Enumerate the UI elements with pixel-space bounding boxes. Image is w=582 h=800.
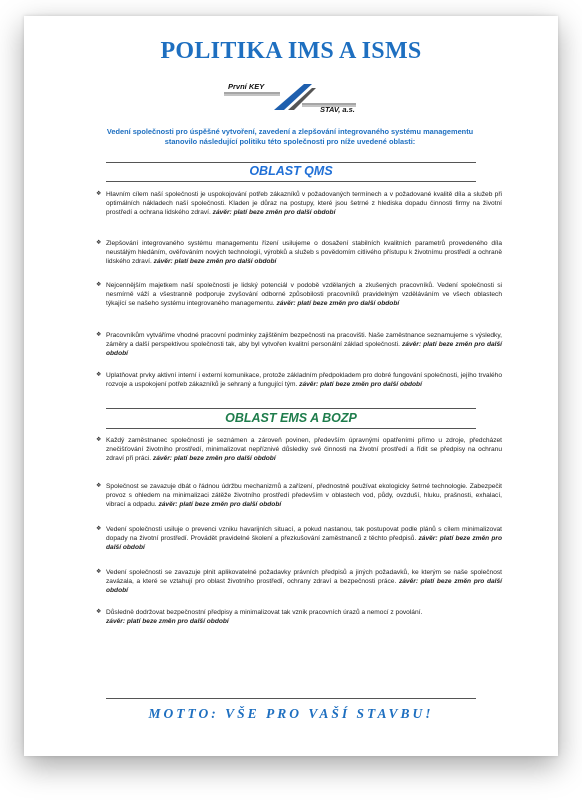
bullet-conclusion: závěr: platí beze změn pro další období <box>106 618 229 625</box>
bullet-text: Pracovníkům vytváříme vhodné pracovní podmínky zajištěním bezpečnosti na pracovišti. Naše zaměstnance seznamujeme s výsledky, záměry a další perspektivou společnosti tak, aby byl vytvořen kvalitní personální základ společnosti. <box>106 332 502 348</box>
list-item <box>96 482 502 509</box>
intro-paragraph: Vedení společnosti pro úspěšné vytvoření, zavedení a zlepšování integrovaného systému managementu stanovilo následující politiku této společnosti pro níže uvedené oblasti: <box>106 127 474 146</box>
diamond-bullet-icon: ❖ <box>96 483 102 489</box>
list-item <box>96 568 502 595</box>
list-item <box>96 331 502 358</box>
divider <box>106 181 476 182</box>
bullet-text: Zlepšování integrovaného systému managementu řízení usilujeme o dosažení stabilních kvalitních parametrů provedeného díla neustálým hledáním, ověřováním nových technologií, výrobků a služeb s povědomím citlivého přístupu k životnímu prostředí a ochraně lidského zdraví. <box>106 240 502 265</box>
diamond-bullet-icon: ❖ <box>96 437 102 443</box>
bullet-text: Důsledně dodržovat bezpečnostní předpisy a minimalizovat tak vznik pracovních úrazů a nemocí z povolání. <box>106 609 423 616</box>
list-item <box>96 281 502 308</box>
section-title-qms: OBLAST QMS <box>249 164 333 178</box>
diamond-bullet-icon: ❖ <box>96 569 102 575</box>
motto: MOTTO: VŠE PRO VAŠÍ STAVBU! <box>148 706 434 721</box>
list-item <box>96 239 502 266</box>
diamond-bullet-icon: ❖ <box>96 372 102 378</box>
list-item <box>96 190 502 217</box>
diamond-bullet-icon: ❖ <box>96 240 102 246</box>
list-item <box>96 436 502 463</box>
diamond-bullet-icon: ❖ <box>96 282 102 288</box>
list-item <box>96 608 502 626</box>
bullet-text: Hlavním cílem naší společnosti je uspokojování potřeb zákazníků v požadovaných termínech a v požadované kvalitě díla a služeb při optimálních nákladech naší společnosti. Kladen je důraz na postupy, které jsou šetrné z hlediska dopadu činnosti firmy na životní prostředí a ochrana lidského zdraví. <box>106 191 502 216</box>
bullet-conclusion: závěr: platí beze změn pro další období <box>106 535 502 551</box>
diamond-bullet-icon: ❖ <box>96 332 102 338</box>
divider <box>106 428 476 429</box>
bullet-conclusion: závěr: platí beze změn pro další období <box>276 300 400 307</box>
list-item <box>96 525 502 552</box>
policy-document <box>24 16 558 756</box>
bullet-conclusion: závěr: platí beze změn pro další období <box>153 258 277 265</box>
logo-text-top: První KEY <box>228 82 265 91</box>
company-logo <box>220 80 360 120</box>
diamond-bullet-icon: ❖ <box>96 609 102 615</box>
bullet-text: Každý zaměstnanec společnosti je seznámen a zároveň povinen, především úpravnými opatřeními přímo u zdroje, předcházet znečišťování životního prostředí, minimalizovat nepříznivé důsledky své činnosti na životní prostředí a řídit se předpisy na ochranu zdraví při práci. <box>106 437 502 462</box>
bullet-text: Vedení společnosti se zavazuje plnit aplikovatelné požadavky právních předpisů a jiných požadavků, ke kterým se naše společnost zavázala, a které se vztahují pro oblast životního prostředí, ochrany zdraví a bezpečnosti práce. <box>106 569 502 585</box>
logo-text-bottom: STAV, a.s. <box>320 105 355 114</box>
bullet-conclusion: závěr: platí beze změn pro další období <box>106 578 502 594</box>
divider <box>106 698 476 699</box>
bullet-conclusion: závěr: platí beze změn pro další období <box>158 501 282 508</box>
document-title: POLITIKA IMS A ISMS <box>160 38 422 64</box>
bullet-conclusion: závěr: platí beze změn pro další období <box>212 209 336 216</box>
bullet-conclusion: závěr: platí beze změn pro další období <box>152 455 276 462</box>
bullet-text: Vedení společnosti usiluje o prevenci vzniku havarijních situací, a pokud nastanou, tak postupovat podle plánů s cílem minimalizovat dopady na životní prostředí. Provádět pravidelné školení a přezkušování zaměstnanců z těchto předpisů. <box>106 526 502 542</box>
divider <box>106 408 476 409</box>
bullet-conclusion: závěr: platí beze změn pro další období <box>106 341 502 357</box>
section-title-ems-bozp: OBLAST EMS A BOZP <box>225 411 357 425</box>
list-item <box>96 371 502 389</box>
diamond-bullet-icon: ❖ <box>96 526 102 532</box>
bullet-text: Společnost se zavazuje dbát o řádnou údržbu mechanizmů a zařízení, přednostně používat ekologicky šetrné technologie. Zabezpečit provoz s ohledem na minimalizaci zátěže životního prostředí především v oblastech vod, půdy, ovzduší, hluku, prašnosti, exhalací, vibrací a odpadu. <box>106 483 502 508</box>
diamond-bullet-icon: ❖ <box>96 191 102 197</box>
bullet-text: Uplatňovat prvky aktivní interní i externí komunikace, protože základním předpokladem pro dobré fungování společnosti, jejího trvalého rozvoje a uspokojení potřeb zákazníků je sehraný a fungující tým. <box>106 372 502 388</box>
divider <box>106 162 476 163</box>
bullet-conclusion: závěr: platí beze změn pro další období <box>299 381 422 388</box>
bullet-text: Nejcennějším majetkem naší společnosti je lidský potenciál v podobě vzdělaných a zkušených pracovníků. Vedení společnosti si nesmírně váží a všestranně podporuje zvyšování odborné způsobilosti pracovníků pravidelným vzděláváním ve všech oblastech týkající se našeho systému integrovaného managementu. <box>106 282 502 307</box>
